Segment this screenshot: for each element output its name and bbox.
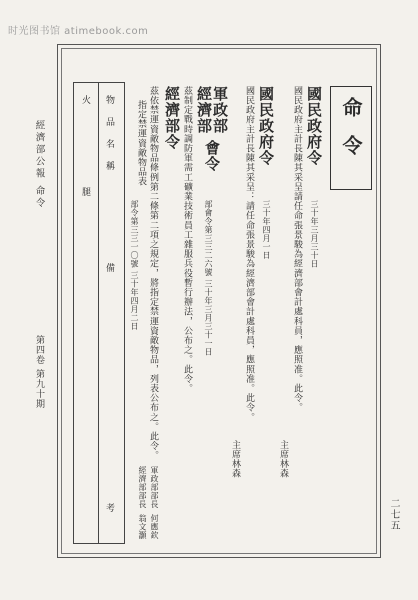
table-title: 指定禁運資敵物品表 <box>136 100 146 187</box>
signature-title-a: 軍政部部長 <box>150 466 159 509</box>
section-heading-national-gov-2: 國民政府令 <box>257 86 275 166</box>
section-date: 三十年四月一日 <box>262 200 271 260</box>
section-ref: 部會令第三三二六號 三十年三月三十一日 <box>204 200 213 357</box>
col-header: 物 <box>104 95 114 104</box>
section-heading-joint-a: 軍政部 <box>211 86 229 134</box>
section-ref: 部令第三三一〇號 三十年四月二日 <box>130 200 139 331</box>
col-header: 稱 <box>104 161 114 170</box>
section-heading-econ: 經濟部令 <box>163 86 181 150</box>
section-body: 茲依禁運資敵物品條例第二條第二項之規定，將指定禁運資敵物品，列表公布之。此令。 <box>148 86 158 461</box>
signature: 主席林森 <box>278 440 288 479</box>
signature-name-b: 翁文灝 <box>138 514 147 540</box>
page-number: 二七五 <box>388 498 399 531</box>
row-label: 腿 <box>80 187 90 196</box>
section-body: 國民政府主計長陳其采呈：請任命張景駿為經濟部會計處科員，應照准。此令。 <box>244 86 254 422</box>
section-body: 茲制定戰時調防軍需工礦業技術員工雜服兵役暫行辦法，公布之。此令。 <box>182 86 192 394</box>
section-heading-national-gov: 國民政府令 <box>305 86 323 166</box>
col-header: 品 <box>104 117 114 126</box>
watermark: 时光图书馆 atimebook.com <box>8 26 149 37</box>
section-heading-joint-b: 經濟部 <box>195 86 213 134</box>
page-title: 命令 <box>339 97 363 173</box>
title-box <box>330 86 372 190</box>
section-date: 三十年三月三十日 <box>310 200 319 268</box>
section-body: 國民政府主計長陳其采呈請任命張景駿為經濟部會計處科員，應照准。此令。 <box>292 86 302 413</box>
col-header: 考 <box>104 503 114 512</box>
table-divider <box>98 83 99 543</box>
issue-label: 第四卷 第九十期 <box>34 335 44 409</box>
col-header: 名 <box>104 139 114 148</box>
running-head: 經濟部公報 命令 <box>33 120 45 210</box>
signature-name-a: 何應欽 <box>150 514 159 540</box>
signature: 主席林森 <box>230 440 240 479</box>
col-header: 備 <box>104 263 114 272</box>
row-label: 火 <box>80 95 90 104</box>
goods-table <box>73 82 125 544</box>
section-heading-joint-suffix: 會令 <box>203 140 221 172</box>
signature-title-b: 經濟部部長 <box>138 466 147 509</box>
